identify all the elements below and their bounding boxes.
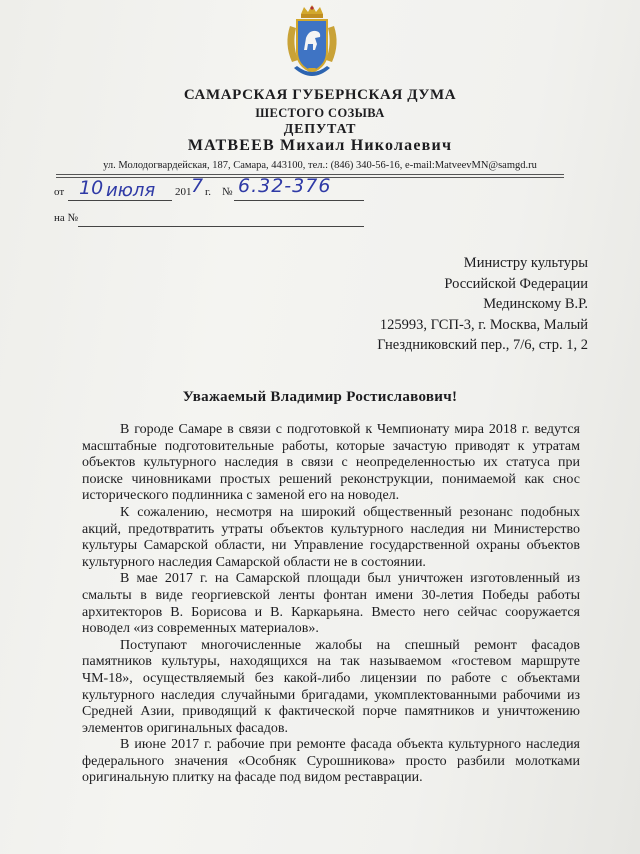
year-suffix: г. <box>205 186 212 198</box>
body-paragraph: К сожалению, несмотря на широкий общественный резонанс подобных акций, предотвратить утраты объектов культурного наследия ни Министерство культуры Самарской области, ни Управление государственной охраны объектов культурного наследия Самарской области не в состоянии. <box>82 504 580 570</box>
addressee-line: Министру культуры <box>463 255 588 271</box>
date-prefix: от <box>54 186 65 198</box>
body-paragraph: В июне 2017 г. рабочие при ремонте фасада объекта культурного наследия федерального значения «Особняк Сурошникова» просто разбили молотками оригинальную плитку на фасаде под видом реставрации. <box>82 737 580 786</box>
samara-coat-of-arms-icon <box>282 4 342 82</box>
addressee-line: Российской Федерации <box>444 275 588 292</box>
incoming-number-label: на № <box>54 212 79 224</box>
addressee-block <box>377 253 588 356</box>
year-printed: 201 <box>175 186 192 198</box>
convocation-subtitle: ШЕСТОГО СОЗЫВА <box>255 106 385 120</box>
handwritten-year-digit: 7 <box>191 175 204 197</box>
handwritten-month: июля <box>106 180 156 201</box>
body-paragraph: Поступают многочисленные жалобы на спешный ремонт фасадов памятников культуры, находящихся на так называемом «гостевом маршруте ЧМ-18», осуществляемый без какой-либо лицензии по работе с объектами культурного наследия случайными бригадами, укомплектованными рабочими из Средней Азии, приводящий к фактической порче памятников и уничтожению элементов оригинальных фасадов. <box>82 637 580 736</box>
handwritten-outgoing-number: 6.32-376 <box>238 175 332 197</box>
position-title: ДЕПУТАТ <box>283 122 357 137</box>
body-paragraph: В мае 2017 г. на Самарской площади был уничтожен изготовленный из смальты в виде георгиевской ленты фонтан имени 30-летия Победы работы архитекторов В. Борисова и В. Каркарьяна. Вместо него сейчас сооружается новодел «из современных материалов». <box>82 571 580 637</box>
letter-body <box>82 422 580 787</box>
organization-title: САМАРСКАЯ ГУБЕРНСКАЯ ДУМА <box>183 87 457 103</box>
addressee-line: Гнездниковский пер., 7/6, стр. 1, 2 <box>377 337 588 353</box>
incoming-number-underline <box>78 226 364 227</box>
body-paragraph: В городе Самаре в связи с подготовкой к Чемпионату мира 2018 г. ведутся масштабные подготовительные работы, которые зачастую приводят к утратам объектов культурного наследия в связи с неопределенностью их статуса при поиске чиновниками простых решений реконструкции, понимаемой как снос исторического подлинника с заменой его на новодел. <box>82 422 580 504</box>
salutation: Уважаемый Владимир Ростиславович! <box>182 389 458 405</box>
number-prefix: № <box>222 186 233 198</box>
handwritten-day: 10 <box>79 177 104 199</box>
number-underline <box>234 200 364 201</box>
addressee-line: 125993, ГСП-3, г. Москва, Малый <box>379 316 588 333</box>
contact-details: ул. Молодогвардейская, 187, Самара, 443100, тел.: (846) 340-56-16, e-mail:MatveevMN@samgd.ru <box>103 160 537 171</box>
addressee-line: Мединскому В.Р. <box>483 296 588 312</box>
deputy-name: МАТВЕЕВ Михаил Николаевич <box>187 137 453 154</box>
